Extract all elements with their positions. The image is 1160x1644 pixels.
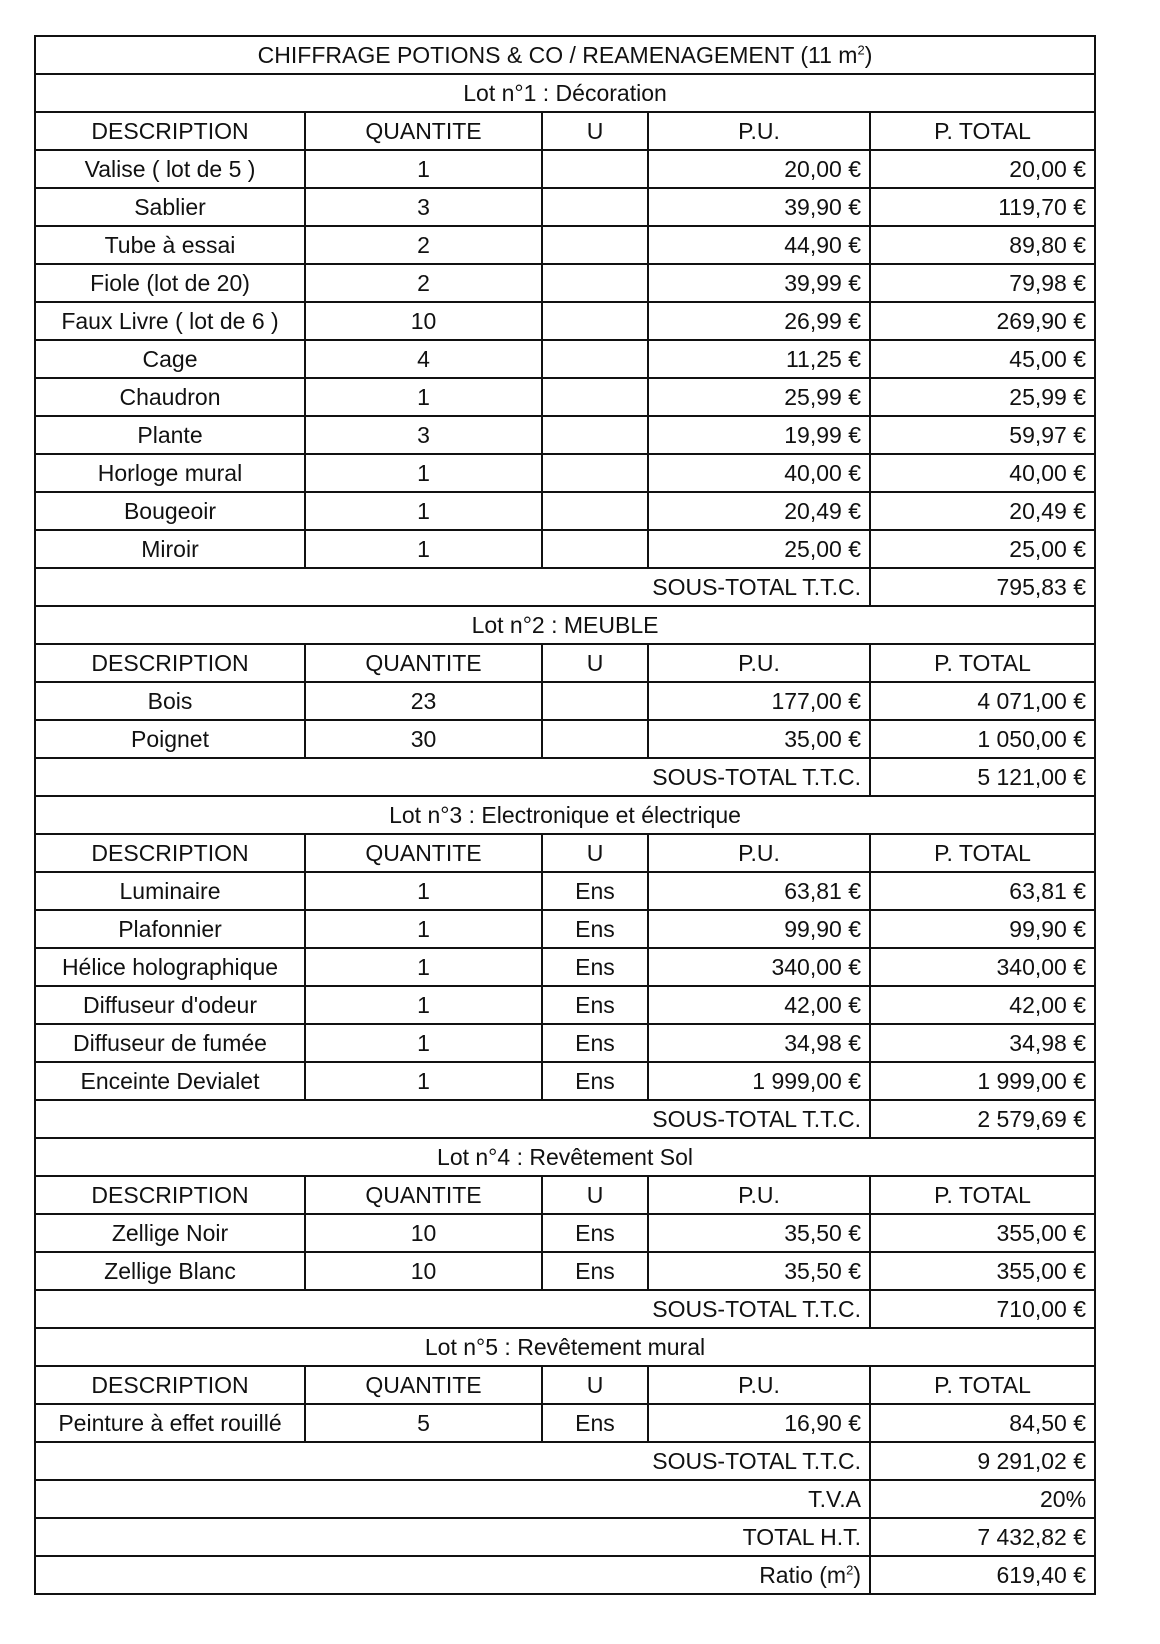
total-ht-label: TOTAL H.T.: [35, 1518, 870, 1556]
table-row: [35, 986, 1095, 1024]
item-quantity: 2: [305, 226, 542, 264]
header-pu: P.U.: [648, 1176, 870, 1214]
lot-title-row: [35, 796, 1095, 834]
column-header-row: [35, 1366, 1095, 1404]
item-unit: Ens: [542, 910, 648, 948]
column-header-row: [35, 834, 1095, 872]
item-quantity: 10: [305, 1252, 542, 1290]
table-row: [35, 720, 1095, 758]
header-description: DESCRIPTION: [35, 1366, 305, 1404]
total-ht-value: 7 432,82 €: [870, 1518, 1095, 1556]
item-unit-price: 35,50 €: [648, 1252, 870, 1290]
item-unit-price: 44,90 €: [648, 226, 870, 264]
column-header-row: [35, 644, 1095, 682]
item-unit: [542, 682, 648, 720]
lot-title: Lot n°1 : Décoration: [35, 74, 1095, 112]
item-unit: [542, 264, 648, 302]
item-description: Miroir: [35, 530, 305, 568]
item-quantity: 10: [305, 302, 542, 340]
item-total-price: 355,00 €: [870, 1252, 1095, 1290]
item-unit-price: 35,50 €: [648, 1214, 870, 1252]
table-row: [35, 378, 1095, 416]
item-unit: [542, 454, 648, 492]
item-unit-price: 20,49 €: [648, 492, 870, 530]
column-header-row: [35, 112, 1095, 150]
subtotal-value: 9 291,02 €: [870, 1442, 1095, 1480]
header-pu: P.U.: [648, 112, 870, 150]
item-unit-price: 34,98 €: [648, 1024, 870, 1062]
header-ptotal: P. TOTAL: [870, 1366, 1095, 1404]
item-total-price: 40,00 €: [870, 454, 1095, 492]
table-row: [35, 1024, 1095, 1062]
item-quantity: 1: [305, 492, 542, 530]
item-unit-price: 11,25 €: [648, 340, 870, 378]
header-description: DESCRIPTION: [35, 644, 305, 682]
item-unit: [542, 188, 648, 226]
header-u: U: [542, 1366, 648, 1404]
subtotal-label: SOUS-TOTAL T.T.C.: [35, 568, 870, 606]
table-row: [35, 416, 1095, 454]
ratio-label-sup: 2: [846, 1561, 854, 1577]
item-unit-price: 1 999,00 €: [648, 1062, 870, 1100]
item-unit: Ens: [542, 986, 648, 1024]
item-quantity: 10: [305, 1214, 542, 1252]
table-row: [35, 150, 1095, 188]
table-row: [35, 530, 1095, 568]
table-row: [35, 188, 1095, 226]
item-quantity: 1: [305, 454, 542, 492]
item-quantity: 1: [305, 1024, 542, 1062]
header-pu: P.U.: [648, 1366, 870, 1404]
item-description: Plante: [35, 416, 305, 454]
item-description: Sablier: [35, 188, 305, 226]
item-unit-price: 63,81 €: [648, 872, 870, 910]
item-unit: [542, 378, 648, 416]
table-row: [35, 948, 1095, 986]
item-quantity: 1: [305, 872, 542, 910]
header-ptotal: P. TOTAL: [870, 644, 1095, 682]
item-unit: Ens: [542, 1062, 648, 1100]
item-total-price: 1 999,00 €: [870, 1062, 1095, 1100]
header-description: DESCRIPTION: [35, 112, 305, 150]
ratio-row: [35, 1556, 1095, 1594]
item-description: Zellige Blanc: [35, 1252, 305, 1290]
lot-title-row: [35, 1328, 1095, 1366]
item-total-price: 4 071,00 €: [870, 682, 1095, 720]
item-quantity: 5: [305, 1404, 542, 1442]
item-unit: Ens: [542, 1252, 648, 1290]
item-unit: Ens: [542, 1024, 648, 1062]
item-unit: [542, 226, 648, 264]
table-row: [35, 1252, 1095, 1290]
item-total-price: 63,81 €: [870, 872, 1095, 910]
item-quantity: 1: [305, 1062, 542, 1100]
item-unit: Ens: [542, 948, 648, 986]
header-quantite: QUANTITE: [305, 112, 542, 150]
table-row: [35, 1404, 1095, 1442]
item-total-price: 20,49 €: [870, 492, 1095, 530]
item-unit-price: 16,90 €: [648, 1404, 870, 1442]
subtotal-row: [35, 1100, 1095, 1138]
item-quantity: 1: [305, 986, 542, 1024]
item-unit: [542, 530, 648, 568]
item-unit-price: 25,00 €: [648, 530, 870, 568]
subtotal-row: [35, 758, 1095, 796]
table-row: [35, 1062, 1095, 1100]
item-unit-price: 40,00 €: [648, 454, 870, 492]
item-quantity: 2: [305, 264, 542, 302]
item-total-price: 1 050,00 €: [870, 720, 1095, 758]
header-u: U: [542, 112, 648, 150]
total-ht-row: [35, 1518, 1095, 1556]
header-ptotal: P. TOTAL: [870, 1176, 1095, 1214]
item-total-price: 269,90 €: [870, 302, 1095, 340]
item-unit: [542, 340, 648, 378]
ratio-label: [35, 1556, 870, 1594]
item-unit-price: 25,99 €: [648, 378, 870, 416]
item-unit: [542, 416, 648, 454]
item-total-price: 89,80 €: [870, 226, 1095, 264]
lot-title: Lot n°4 : Revêtement Sol: [35, 1138, 1095, 1176]
item-description: Hélice holographique: [35, 948, 305, 986]
item-description: Plafonnier: [35, 910, 305, 948]
item-description: Poignet: [35, 720, 305, 758]
header-pu: P.U.: [648, 644, 870, 682]
item-total-price: 20,00 €: [870, 150, 1095, 188]
subtotal-row: [35, 1290, 1095, 1328]
item-total-price: 79,98 €: [870, 264, 1095, 302]
item-quantity: 30: [305, 720, 542, 758]
item-unit: [542, 150, 648, 188]
item-unit-price: 39,90 €: [648, 188, 870, 226]
subtotal-label: SOUS-TOTAL T.T.C.: [35, 758, 870, 796]
item-description: Tube à essai: [35, 226, 305, 264]
column-header-row: [35, 1176, 1095, 1214]
table-row: [35, 454, 1095, 492]
tva-row: [35, 1480, 1095, 1518]
lot-title-row: [35, 74, 1095, 112]
item-description: Zellige Noir: [35, 1214, 305, 1252]
table-row: [35, 682, 1095, 720]
header-ptotal: P. TOTAL: [870, 112, 1095, 150]
item-unit-price: 99,90 €: [648, 910, 870, 948]
item-description: Enceinte Devialet: [35, 1062, 305, 1100]
item-description: Bois: [35, 682, 305, 720]
subtotal-row: [35, 1442, 1095, 1480]
item-unit-price: 26,99 €: [648, 302, 870, 340]
item-quantity: 23: [305, 682, 542, 720]
table-row: [35, 264, 1095, 302]
item-quantity: 1: [305, 378, 542, 416]
item-total-price: 25,00 €: [870, 530, 1095, 568]
item-total-price: 59,97 €: [870, 416, 1095, 454]
subtotal-value: 5 121,00 €: [870, 758, 1095, 796]
item-unit-price: 39,99 €: [648, 264, 870, 302]
lot-title-row: [35, 1138, 1095, 1176]
item-description: Faux Livre ( lot de 6 ): [35, 302, 305, 340]
item-unit: Ens: [542, 1404, 648, 1442]
header-quantite: QUANTITE: [305, 1176, 542, 1214]
table-row: [35, 1214, 1095, 1252]
item-unit-price: 35,00 €: [648, 720, 870, 758]
item-quantity: 3: [305, 188, 542, 226]
item-description: Cage: [35, 340, 305, 378]
header-pu: P.U.: [648, 834, 870, 872]
item-unit: Ens: [542, 1214, 648, 1252]
subtotal-value: 710,00 €: [870, 1290, 1095, 1328]
ratio-value: 619,40 €: [870, 1556, 1095, 1594]
header-quantite: QUANTITE: [305, 834, 542, 872]
item-total-price: 34,98 €: [870, 1024, 1095, 1062]
item-total-price: 45,00 €: [870, 340, 1095, 378]
header-quantite: QUANTITE: [305, 644, 542, 682]
quote-table: [34, 35, 1096, 1595]
subtotal-label: SOUS-TOTAL T.T.C.: [35, 1290, 870, 1328]
item-total-price: 99,90 €: [870, 910, 1095, 948]
ratio-label-end: ): [853, 1561, 861, 1588]
subtotal-value: 795,83 €: [870, 568, 1095, 606]
item-description: Peinture à effet rouillé: [35, 1404, 305, 1442]
item-unit: [542, 720, 648, 758]
item-quantity: 1: [305, 948, 542, 986]
header-ptotal: P. TOTAL: [870, 834, 1095, 872]
item-total-price: 84,50 €: [870, 1404, 1095, 1442]
item-total-price: 340,00 €: [870, 948, 1095, 986]
item-unit: Ens: [542, 872, 648, 910]
tva-label: T.V.A: [35, 1480, 870, 1518]
lot-title-row: [35, 606, 1095, 644]
item-quantity: 1: [305, 150, 542, 188]
item-unit: [542, 302, 648, 340]
subtotal-value: 2 579,69 €: [870, 1100, 1095, 1138]
item-total-price: 119,70 €: [870, 188, 1095, 226]
item-quantity: 1: [305, 530, 542, 568]
lot-title: Lot n°2 : MEUBLE: [35, 606, 1095, 644]
header-u: U: [542, 1176, 648, 1214]
item-quantity: 1: [305, 910, 542, 948]
table-row: [35, 872, 1095, 910]
item-description: Fiole (lot de 20): [35, 264, 305, 302]
table-row: [35, 492, 1095, 530]
item-total-price: 25,99 €: [870, 378, 1095, 416]
header-description: DESCRIPTION: [35, 1176, 305, 1214]
lot-title: Lot n°5 : Revêtement mural: [35, 1328, 1095, 1366]
item-quantity: 3: [305, 416, 542, 454]
ratio-label-text: Ratio (m: [759, 1561, 847, 1588]
item-unit-price: 20,00 €: [648, 150, 870, 188]
item-unit-price: 340,00 €: [648, 948, 870, 986]
item-description: Valise ( lot de 5 ): [35, 150, 305, 188]
item-quantity: 4: [305, 340, 542, 378]
subtotal-label: SOUS-TOTAL T.T.C.: [35, 1442, 870, 1480]
item-unit-price: 19,99 €: [648, 416, 870, 454]
header-u: U: [542, 834, 648, 872]
subtotal-row: [35, 568, 1095, 606]
header-description: DESCRIPTION: [35, 834, 305, 872]
item-description: Luminaire: [35, 872, 305, 910]
table-row: [35, 340, 1095, 378]
table-row: [35, 910, 1095, 948]
header-u: U: [542, 644, 648, 682]
table-row: [35, 226, 1095, 264]
item-unit-price: 42,00 €: [648, 986, 870, 1024]
table-row: [35, 302, 1095, 340]
item-description: Horloge mural: [35, 454, 305, 492]
header-quantite: QUANTITE: [305, 1366, 542, 1404]
item-total-price: 355,00 €: [870, 1214, 1095, 1252]
subtotal-label: SOUS-TOTAL T.T.C.: [35, 1100, 870, 1138]
tva-value: 20%: [870, 1480, 1095, 1518]
item-description: Diffuseur de fumée: [35, 1024, 305, 1062]
item-unit-price: 177,00 €: [648, 682, 870, 720]
item-unit: [542, 492, 648, 530]
item-description: Diffuseur d'odeur: [35, 986, 305, 1024]
document-title: CHIFFRAGE POTIONS & CO / REAMENAGEMENT (11 $m^2$): [35, 36, 1095, 74]
item-description: Bougeoir: [35, 492, 305, 530]
item-total-price: 42,00 €: [870, 986, 1095, 1024]
item-description: Chaudron: [35, 378, 305, 416]
lot-title: Lot n°3 : Electronique et électrique: [35, 796, 1095, 834]
